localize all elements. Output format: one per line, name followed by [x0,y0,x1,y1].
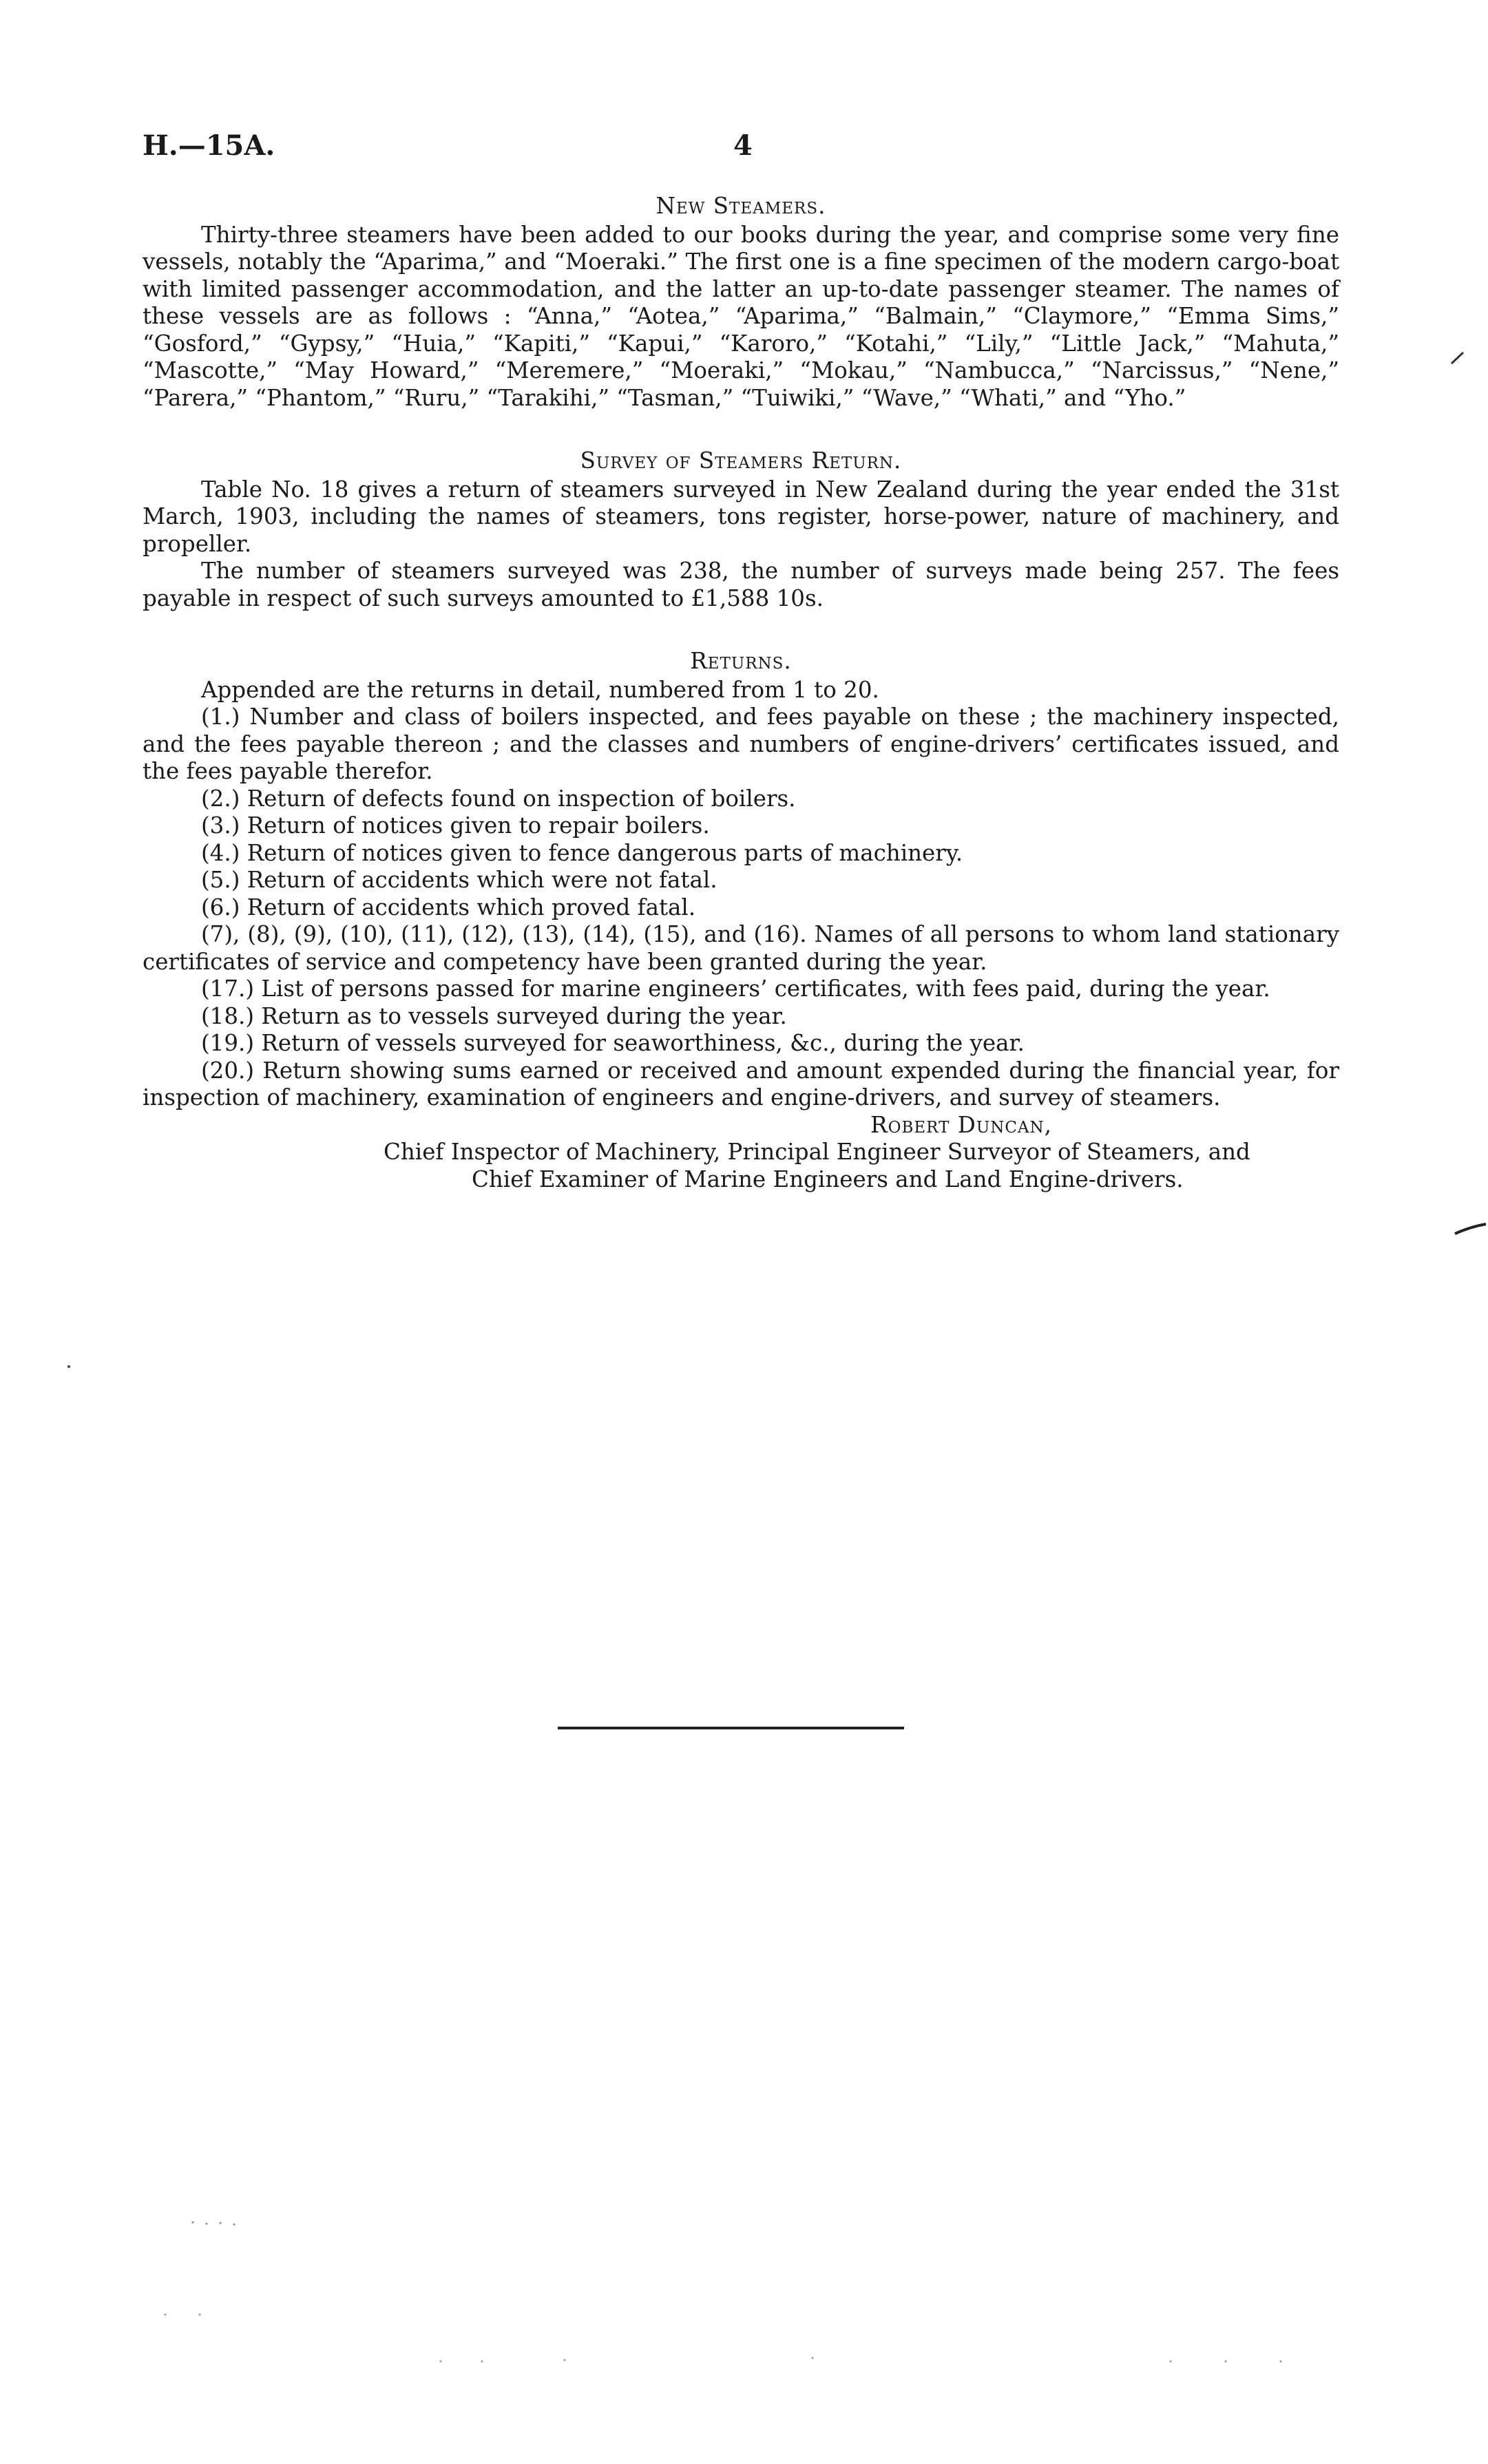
signatory-title-line-1: Chief Inspector of Machinery, Principal Engineer Surveyor of Steamers, and [384,1139,1250,1165]
list-item: (5.) Return of accidents which were not fatal. [201,867,717,893]
document-code: H.—15A. [143,129,275,162]
section-heading-returns: Returns. [690,648,792,674]
paragraph: Table No. 18 gives a return of steamers surveyed in New Zealand during the year ended the 31st March, 1903, including the names of steamers, tons register, horse-power, nature of machinery, and propeller. [143,476,1339,557]
signatory-name: Robert Duncan, [870,1111,1052,1138]
list-item: Appended are the returns in detail, numbered from 1 to 20. [201,676,879,703]
section-heading-survey: Survey of Steamers Return. [580,447,902,474]
list-item: (17.) List of persons passed for marine engineers’ certificates, with fees paid, during the year. [201,976,1270,1002]
paragraph: Thirty-three steamers have been added to our books during the year, and comprise some very fine vessels, notably the “Aparima,” and “Moeraki.” The first one is a fine specimen of the modern cargo-boat with limited passenger accommodation, and the latter an up-to-date passenger steamer. The names of these vessels are as follows : “Anna,” “Aotea,” “Aparima,” “Balmain,” “Claymore,” “Emma Sims,” “Gosford,” “Gypsy,” “Huia,” “Kapiti,” “Kapui,” “Karoro,” “Kotahi,” “Lily,” “Little Jack,” “Mahuta,” “Mascotte,” “May Howard,” “Meremere,” “Moeraki,” “Mokau,” “Nambucca,” “Narcissus,” “Nene,” “Parera,” “Phantom,” “Ruru,” “Tarakihi,” “Tasman,” “Tuiwiki,” “Wave,” “Whati,” and “Yho.” [143,221,1339,411]
list-item: (6.) Return of accidents which proved fatal. [201,894,696,920]
list-item: (7), (8), (9), (10), (11), (12), (13), (14), (15), and (16). Names of all persons to whom land stationary certificates of service and competency have been granted during the year. [143,921,1339,975]
list-item: (18.) Return as to vessels surveyed during the year. [201,1002,787,1029]
list-item: (4.) Return of notices given to fence dangerous parts of machinery. [201,839,963,866]
list-item: (20.) Return showing sums earned or received and amount expended during the financial year, for inspection of machinery, examination of engineers and engine-drivers, and survey of steamers. [143,1057,1339,1110]
section-heading-new-steamers: New Steamers. [656,193,826,219]
page-number: 4 [733,129,753,162]
list-item: (2.) Return of defects found on inspection of boilers. [201,785,796,812]
list-item: (19.) Return of vessels surveyed for seaworthiness, &c., during the year. [201,1030,1025,1056]
list-item: (1.) Number and class of boilers inspected, and fees payable on these ; the machinery inspected, and the fees payable thereon ; and the classes and numbers of engine-drivers’ certificates issued, and the fees payable therefor. [143,704,1339,784]
list-item: (3.) Return of notices given to repair boilers. [201,812,710,839]
paragraph: The number of steamers surveyed was 238, the number of surveys made being 257. The fees payable in respect of such surveys amounted to £1,588 10s. [143,558,1339,611]
signatory-title-line-2: Chief Examiner of Marine Engineers and Land Engine-drivers. [472,1166,1184,1192]
